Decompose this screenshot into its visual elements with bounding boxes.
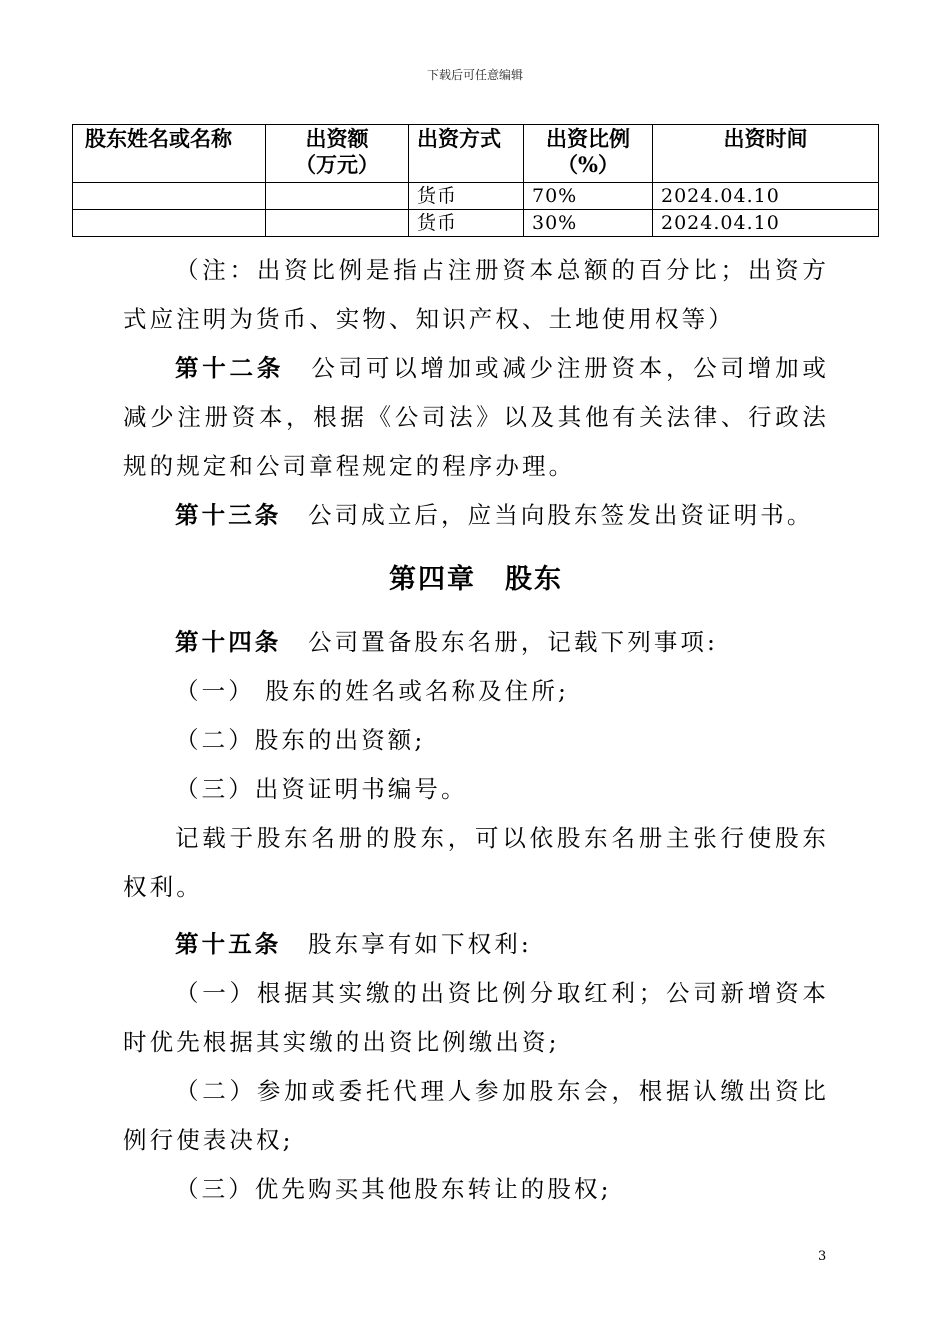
header-contribution-method: 出资方式 [409,125,524,183]
article-13 [123,491,829,540]
chapter-title: 第四章 股东 [389,564,563,595]
cell-amount [266,210,409,237]
table-row [73,210,879,237]
list-item: （二）参加或委托代理人参加股东会，根据认缴出资比例行使表决权; [123,1077,829,1154]
list-item: （一） 股东的姓名或名称及住所; [175,677,569,705]
header-ratio-line2: （%） [557,152,619,177]
list-item: （一）根据其实缴的出资比例分取红利；公司新增资本时优先根据其实缴的出资比例缴出资; [123,979,829,1056]
article-block-1 [123,246,829,540]
cell-date: 2024.04.10 [653,183,879,210]
page-header: 下载后可任意编辑 [426,68,523,82]
cell-amount [266,183,409,210]
cell-date: 2024.04.10 [653,210,879,237]
article-12-label: 第十二条 [175,354,285,382]
header-capital-amount [266,125,409,183]
article-13-label: 第十三条 [175,501,282,529]
cell-ratio: 30% [524,210,653,237]
article-15-label: 第十五条 [175,930,282,958]
cell-name [73,183,266,210]
cell-name [73,210,266,237]
article-12 [123,344,829,491]
header-contribution-ratio [524,125,653,183]
header-amount-line2: （万元） [295,152,379,177]
article-block-2 [123,618,829,1214]
table-note: （注：出资比例是指占注册资本总额的百分比；出资方式应注明为货币、实物、知识产权、土地使用权等） [123,256,829,333]
header-amount-line1: 出资额 [305,126,369,151]
article-14-after: 记载于股东名册的股东，可以依股东名册主张行使股东权利。 [123,824,829,901]
article-12-text: 公司可以增加或减少注册资本，公司增加或减少注册资本，根据《公司法》以及其他有关法律、行政法规的规定和公司章程规定的程序办理。 [123,354,829,480]
list-item: （二）股东的出资额; [175,726,426,754]
article-14-text: 公司置备股东名册，记载下列事项: [308,628,719,656]
page-number: 3 [818,1249,827,1264]
article-15 [123,920,829,969]
article-15-text: 股东享有如下权利: [308,930,532,958]
list-item: （三）优先购买其他股东转让的股权; [175,1175,612,1203]
shareholder-table [72,124,879,237]
header-shareholder-name: 股东姓名或名称 [73,125,266,183]
cell-ratio: 70% [524,183,653,210]
table-row [73,183,879,210]
cell-method: 货币 [409,183,524,210]
article-13-text: 公司成立后，应当向股东签发出资证明书。 [308,501,814,529]
chapter-heading-block [123,560,829,600]
article-14-label: 第十四条 [175,628,282,656]
header-ratio-line1: 出资比例 [546,126,630,151]
table-header-row [73,125,879,183]
header-contribution-date: 出资时间 [653,125,879,183]
cell-method: 货币 [409,210,524,237]
list-item: （三）出资证明书编号。 [175,775,468,803]
article-14 [123,618,829,667]
